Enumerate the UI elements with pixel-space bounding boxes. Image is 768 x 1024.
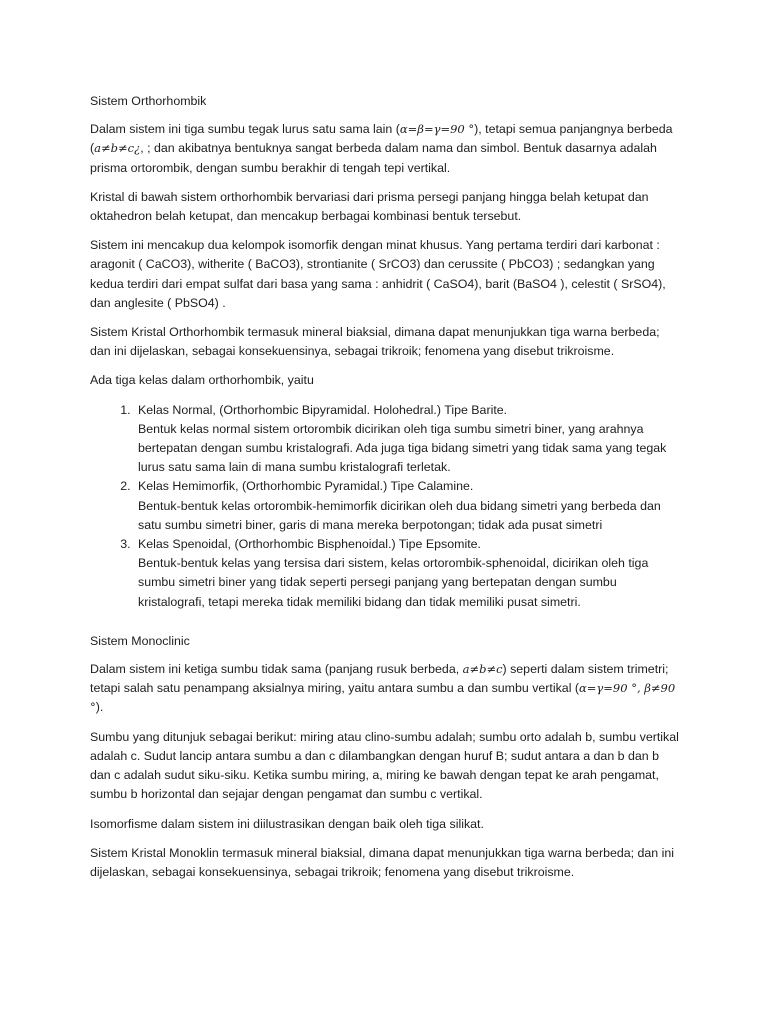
paragraph-monoclinic-isomorphism: Isomorfisme dalam sistem ini diilustrasikan dengan baik oleh tiga silikat. xyxy=(90,816,484,831)
list-item xyxy=(134,477,682,535)
paragraph-monoclinic-trichroism: Sistem Kristal Monoklin termasuk mineral biaksial, dimana dapat menunjukkan tiga warna berbeda; dan ini dijelaskan, sebagai konsekuensinya, sebagai trikroik; fenomena yang disebut trikroisme. xyxy=(90,845,675,879)
formula-angles: α=γ=90 °, β≠90 ° xyxy=(90,681,676,715)
section-heading-orthorhombic: Sistem Orthorhombik xyxy=(90,94,207,108)
list-item-body: Bentuk-bentuk kelas yang tersisa dari sistem, kelas ortorombik-sphenoidal, dicirikan oleh tiga sumbu simetri biner yang tidak seperti persegi panjang yang bertepatan dengan sumbu kristalografi, tetapi mereka tidak memiliki bidang dan tidak memiliki pusat simetri. xyxy=(138,556,649,609)
paragraph-orthorhombic-isomorphs: Sistem ini mencakup dua kelompok isomorfik dengan minat khusus. Yang pertama terdiri dari karbonat : aragonit ( CaCO3), witherite ( BaCO3), strontianite ( SrCO3) dan cerussite ( PbCO3) ; sedangkan yang kedua terdiri dari empat sulfat dari basa yang sama : anhidrit ( CaSO4), barit (BaSO4 ), celestit ( SrSO4), dan anglesite ( PbSO4) . xyxy=(90,238,666,310)
text-run: Dalam sistem ini ketiga sumbu tidak sama (panjang rusuk berbeda, xyxy=(90,662,463,677)
text-run: ), tetapi semua panjangnya berbeda ( xyxy=(90,122,673,156)
text-run: Dalam sistem ini tiga sumbu tegak lurus satu sama lain ( xyxy=(90,122,400,137)
list-item xyxy=(134,401,682,478)
list-item-title: 3. Kelas Spenoidal, (Orthorhombic Bisphenoidal.) Tipe Epsomite. xyxy=(138,537,481,552)
paragraph-monoclinic-axis-names: Sumbu yang ditunjuk sebagai berikut: miring atau clino-sumbu adalah; sumbu orto adalah b, sumbu vertikal adalah c. Sudut lancip antara sumbu a dan c dilambangkan dengan huruf B; sudut antara a dan b dan b dan c adalah sudut siku-siku. Ketika sumbu miring, a, miring ke bawah dengan tepat ke arah pengamat, sumbu b horizontal dan sejajar dengan pengamat dan sumbu c vertikal. xyxy=(90,729,679,802)
formula-angles: α=β=γ=90 ° xyxy=(399,122,475,137)
list-item-title: 1. Kelas Normal, (Orthorhombic Bipyramidal. Holohedral.) Tipe Barite. xyxy=(138,402,508,417)
paragraph-orthorhombic-forms: Kristal di bawah sistem orthorhombik bervariasi dari prisma persegi panjang hingga belah ketupat dan oktahedron belah ketupat, dan mencakup berbagai kombinasi bentuk tersebut. xyxy=(90,189,649,224)
list-item-body: Bentuk kelas normal sistem ortorombik dicirikan oleh tiga sumbu simetri biner, yang arahnya bertepatan dengan sumbu kristalografi. Ada juga tiga bidang simetri yang tidak sama yang tegak lurus satu sama lain di mana sumbu kristalografi terletak. xyxy=(138,421,667,475)
paragraph-orthorhombic-trichroism: Sistem Kristal Orthorhombik termasuk mineral biaksial, dimana dapat menunjukkan tiga warna berbeda; dan ini dijelaskan, sebagai konsekuensinya, sebagai trikroik; fenomena yang disebut trikroisme. xyxy=(90,325,660,359)
paragraph-monoclinic-axes xyxy=(90,660,682,718)
text-run: ). xyxy=(95,700,104,715)
document-page xyxy=(90,92,682,892)
formula-lengths: a≠b≠c xyxy=(462,662,503,677)
text-run: , ; dan akibatnya bentuknya sangat berbeda dalam nama dan simbol. Bentuk dasarnya adalah prisma ortorombik, dengan sumbu berakhir di tengah tepi vertikal. xyxy=(90,141,657,175)
text-run: ) seperti dalam sistem trimetri; tetapi salah satu penampang aksialnya miring, yaitu antara sumbu a dan sumbu vertikal ( xyxy=(90,662,669,696)
list-item xyxy=(134,535,682,612)
list-item-body: Bentuk-bentuk kelas ortorombik-hemimorfik dicirikan oleh dua bidang simetri yang berbeda dan satu sumbu simetri biner, garis di mana mereka berpotongan; tidak ada pusat simetri xyxy=(138,498,661,532)
paragraph-orthorhombic-axes xyxy=(90,120,682,178)
orthorhombic-classes-list xyxy=(90,401,682,612)
formula-lengths: a≠b≠c¿ xyxy=(94,141,141,156)
section-heading-monoclinic: Sistem Monoclinic xyxy=(90,633,190,648)
paragraph-orthorhombic-classes-intro: Ada tiga kelas dalam orthorhombik, yaitu xyxy=(90,373,314,388)
list-item-title: 2. Kelas Hemimorfik, (Orthorhombic Pyramidal.) Tipe Calamine. xyxy=(138,479,474,494)
